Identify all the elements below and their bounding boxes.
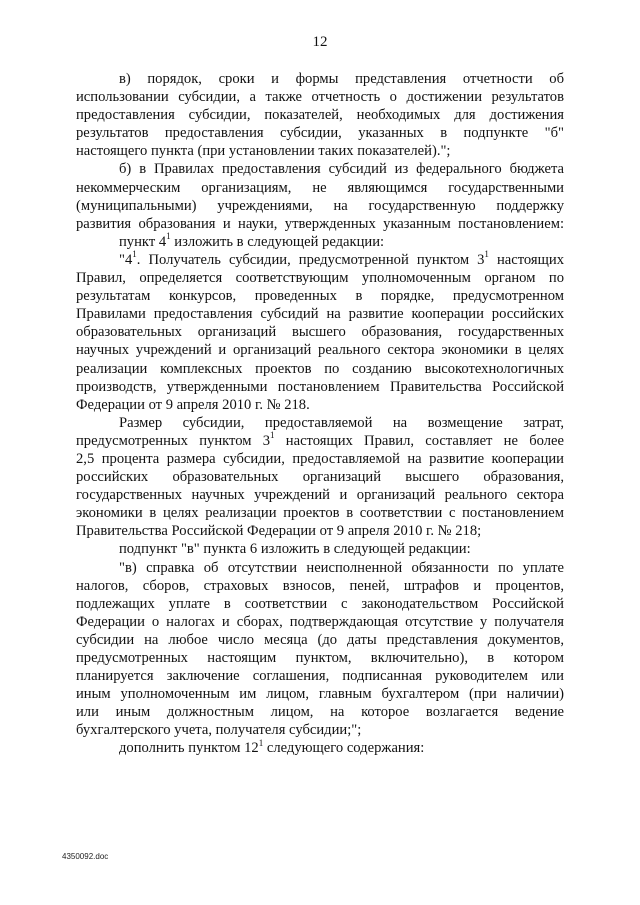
page-number: 12 [312,34,328,50]
text-line: в) порядок, сроки и формы представления отчетности об [119,71,564,87]
text-line: предусмотренных настоящим пунктом, включительно), в котором [76,650,564,666]
text-line: предоставления субсидии, показателей, необходимых для достижения [76,107,564,124]
footer-filename: 4350092.doc [62,852,109,861]
text-line: бухгалтерского учета, получателя субсидии;"; [76,722,362,739]
text-line: "в) справка об отсутствии неисполненной обязанности по уплате [119,559,564,576]
text-line: иным уполномоченным им лицом, главным бухгалтером (при наличии) [76,686,564,703]
text-line: субсидии на любое число месяца (до даты представления документов, [76,631,564,648]
text-line: планируется заключение соглашения, подписанная руководителем или [76,668,564,685]
text-line: б) в Правилах предоставления субсидий из федерального бюджета [119,161,564,178]
text-line: подлежащих уплате в соответствии с законодательством Российской [76,595,564,612]
document-body [76,70,564,758]
text-line: 2,5 процента размера субсидии, предоставляемой на развитие кооперации [76,450,564,467]
text-line: Правительства Российской Федерации от 9 апреля 2010 г. № 218; [76,523,482,540]
text-line: "$4^1$. Получатель субсидии, предусмотренной пунктом $3^1$ настоящих [119,249,564,268]
text-line: предусмотренных пунктом $3^1$ настоящих Правил, составляет не более [76,430,564,449]
text-line: Федерации от 9 апреля 2010 г. № 218. [76,396,310,413]
text-line: Правил, определяется соответствующим уполномоченным органом по [76,270,564,287]
text-line: налогов, сборов, страховых взносов, пеней, штрафов и процентов, [76,577,564,594]
text-line: пункт $4^1$ изложить в следующей редакции: [119,230,385,250]
text-line: или иным должностным лицом, на которое возлагается ведение [76,704,564,721]
text-line: образовательных организаций высшего образования, государственных [76,324,564,341]
text-line: использовании субсидии, а также отчетность о достижении результатов [76,89,564,106]
text-line: (муниципальными) учреждениями, на государственную поддержку [76,197,564,214]
text-line: российских образовательных организаций высшего образования, [76,469,564,486]
text-line: настоящего пункта (при установлении таких показателей)."; [76,143,451,160]
text-line: Правилами предоставления субсидий на развитие кооперации российских [76,306,564,323]
text-line: Федерации о налогах и сборах, подтверждающая отсутствие у получателя [76,613,564,630]
text-line: подпункт "в" пункта 6 изложить в следующей редакции: [119,541,471,558]
text-line: развития образования и науки, утвержденных указанным постановлением: [76,215,564,232]
text-line: производств, утвержденными постановлением Правительства Российской [76,378,564,395]
text-line: результатам конкурсов, проведенных в порядке, предусмотренном [76,288,564,305]
text-line: некоммерческим организациям, не являющимся государственными [76,179,564,196]
text-line: государственных научных учреждений и организаций реального сектора [76,487,564,504]
text-line: экономики в целях реализации проектов в соответствии с постановлением [76,505,564,522]
text-line: Размер субсидии, предоставляемой на возмещение затрат, [119,414,564,431]
text-line: научных учреждений и организаций реального сектора экономики в целях [76,342,564,359]
text-line: результатов предоставления субсидии, указанных в подпункте "б" [76,125,564,142]
text-line: дополнить пунктом $12^1$ следующего содержания: [119,737,425,757]
text-line: реализации комплексных проектов по созданию высокотехнологичных [76,360,564,377]
